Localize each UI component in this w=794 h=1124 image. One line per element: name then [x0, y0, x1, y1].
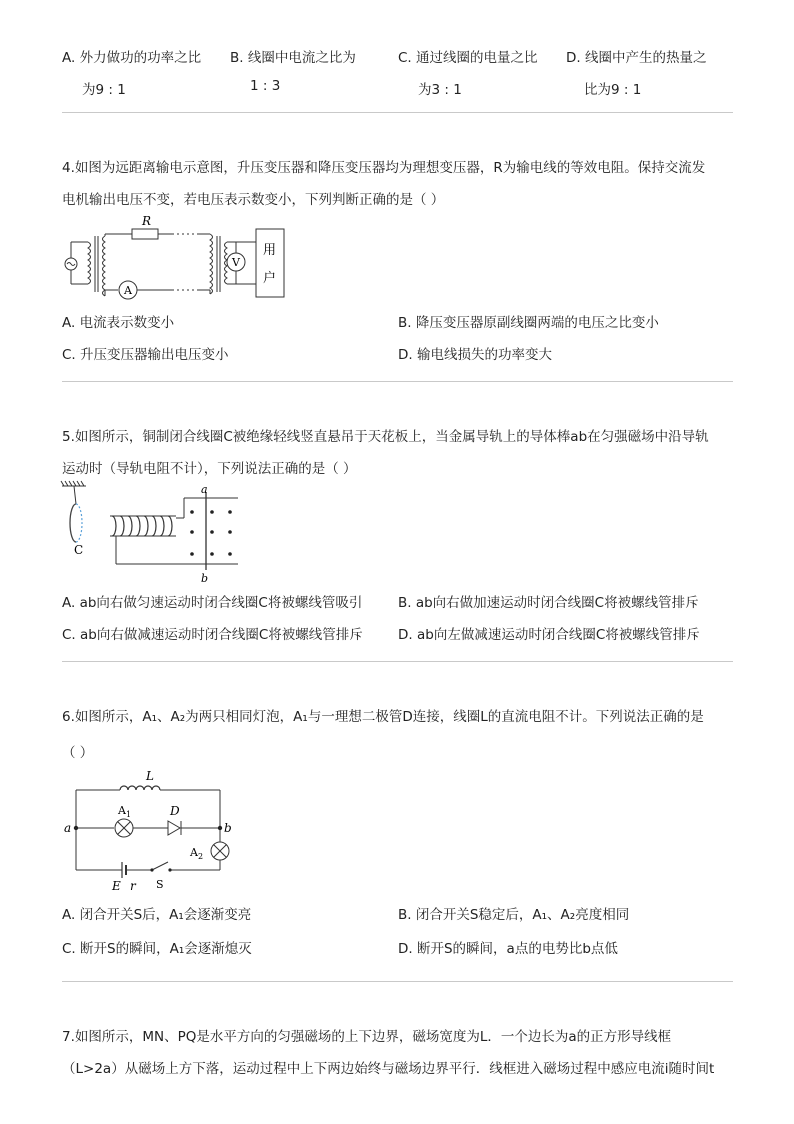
label-a2-sub: 2	[198, 852, 204, 861]
q3-option-d-cont: 比为9 : 1	[584, 82, 642, 98]
resistor-label: R	[142, 214, 152, 228]
q6-option-b[interactable]: B. 闭合开关S稳定后，A₁、A₂亮度相同	[398, 907, 630, 923]
divider	[62, 661, 733, 662]
q5-option-a[interactable]: A. ab向右做匀速运动时闭合线圈C将被螺线管吸引	[62, 595, 363, 611]
load-label-top: 用	[263, 243, 277, 258]
q5-option-d[interactable]: D. ab向左做减速运动时闭合线圈C将被螺线管排斥	[398, 627, 700, 643]
q4-stem-line1: 4.如图为远距离输电示意图，升压变压器和降压变压器均为理想变压器，R为输电线的等效电阻。保持交流发	[62, 160, 706, 176]
q6-stem-line1: 6.如图所示，A₁、A₂为两只相同灯泡，A₁与一理想二极管D连接，线圈L的直流电阻不计。下列说法正确的是	[62, 709, 704, 725]
q3-option-a[interactable]: A. 外力做功的功率之比	[62, 50, 202, 66]
q5-stem-line1: 5.如图所示，铜制闭合线圈C被绝缘轻线竖直悬吊于天花板上，当金属导轨上的导体棒ab在匀强磁场中沿导轨	[62, 429, 709, 445]
solenoid-icon	[112, 516, 172, 536]
q4-option-c[interactable]: C. 升压变压器输出电压变小	[62, 347, 229, 363]
q7-stem-line2: （L>2a）从磁场上方下落，运动过程中上下两边始终与磁场边界平行．线框进入磁场过程中感应电流i随时间t	[62, 1061, 715, 1077]
label-b: b	[201, 572, 209, 585]
q3-option-d[interactable]: D. 线圈中产生的热量之	[566, 50, 707, 66]
label-r: r	[130, 879, 136, 893]
q3-option-b-cont: 1 : 3	[250, 78, 281, 94]
q4-transmission-diagram	[60, 212, 290, 304]
q7-stem-line1: 7.如图所示，MN、PQ是水平方向的匀强磁场的上下边界，磁场宽度为L．一个边长为a的正方形导线框	[62, 1029, 672, 1045]
ammeter-label: A	[124, 284, 132, 297]
label-s: S	[156, 878, 164, 891]
q5-option-b[interactable]: B. ab向右做加速运动时闭合线圈C将被螺线管排斥	[398, 595, 699, 611]
q6-option-a[interactable]: A. 闭合开关S后，A₁会逐渐变亮	[62, 907, 252, 923]
label-l: L	[146, 769, 154, 783]
q6-stem-line2: （ ）	[62, 745, 94, 761]
label-a: a	[201, 483, 208, 496]
divider	[62, 112, 733, 113]
q3-option-a-cont: 为9 : 1	[82, 82, 126, 98]
load-label-bottom: 户	[263, 271, 277, 286]
q6-circuit-diagram	[62, 762, 242, 894]
q3-option-c[interactable]: C. 通过线圈的电量之比	[398, 50, 538, 66]
divider	[62, 381, 733, 382]
label-b: b	[224, 821, 232, 835]
voltmeter-label: V	[232, 256, 240, 269]
label-a1: A	[118, 804, 126, 817]
label-a1-sub: 1	[126, 810, 132, 819]
load-box	[256, 229, 284, 297]
q4-option-a[interactable]: A. 电流表示数变小	[62, 315, 175, 331]
label-c: C	[74, 543, 84, 557]
switch-icon	[152, 862, 168, 870]
label-a: a	[64, 821, 72, 835]
resistor-icon	[132, 229, 158, 239]
q3-option-b[interactable]: B. 线圈中电流之比为	[230, 50, 356, 66]
q6-option-c[interactable]: C. 断开S的瞬间，A₁会逐渐熄灭	[62, 941, 252, 957]
q5-solenoid-diagram	[60, 478, 245, 586]
q6-option-d[interactable]: D. 断开S的瞬间，a点的电势比b点低	[398, 941, 618, 957]
diode-icon	[168, 821, 180, 835]
label-d: D	[170, 804, 180, 818]
q4-option-d[interactable]: D. 输电线损失的功率变大	[398, 347, 552, 363]
label-e: E	[112, 879, 121, 893]
divider	[62, 981, 733, 982]
q3-option-c-cont: 为3 : 1	[418, 82, 462, 98]
q5-stem-line2: 运动时（导轨电阻不计），下列说法正确的是（ ）	[62, 461, 357, 477]
inductor-icon	[120, 786, 160, 790]
copper-ring	[70, 504, 76, 542]
label-a2: A	[190, 846, 198, 859]
q4-option-b[interactable]: B. 降压变压器原副线圈两端的电压之比变小	[398, 315, 659, 331]
q4-stem-line2: 电机输出电压不变，若电压表示数变小，下列判断正确的是（ ）	[62, 192, 445, 208]
q5-option-c[interactable]: C. ab向右做减速运动时闭合线圈C将被螺线管排斥	[62, 627, 363, 643]
